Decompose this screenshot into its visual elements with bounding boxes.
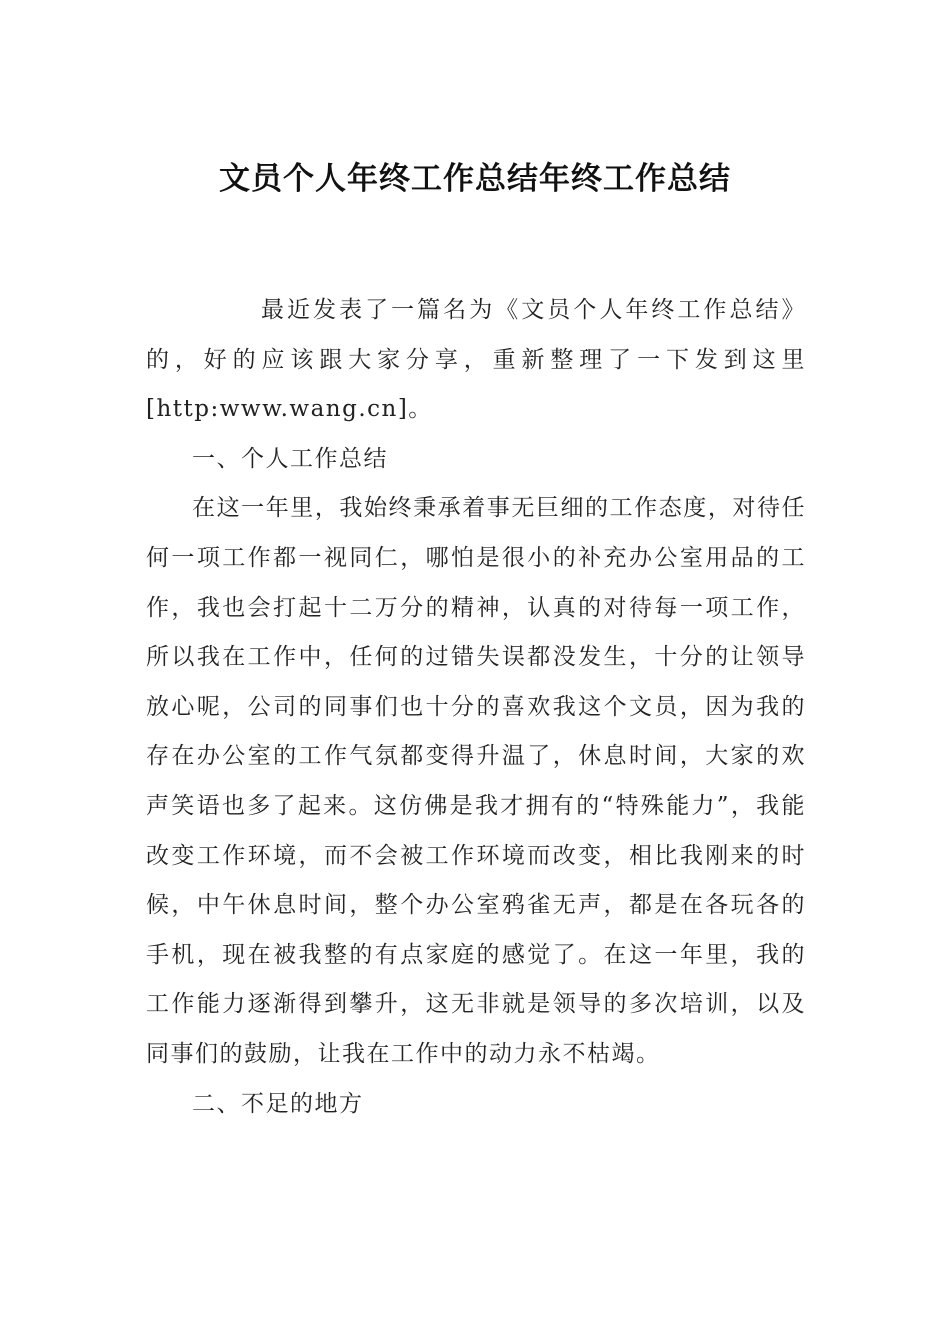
section-heading-personal-summary: 一、个人工作总结 [192,445,388,472]
intro-paragraph: 最近发表了一篇名为《文员个人年终工作总结》的，好的应该跟大家分享，重新整理了一下发到这里[http:www.wang.cn]。 [146,297,806,423]
summary-paragraph: 在这一年里，我始终秉承着事无巨细的工作态度，对待任何一项工作都一视同仁，哪怕是很小的补充办公室用品的工作，我也会打起十二万分的精神，认真的对待每一项工作，所以我在工作中，任何的过错失误都没发生，十分的让领导放心呢，公司的同事们也十分的喜欢我这个文员，因为我的存在办公室的工作气氛都变得升温了，休息时间，大家的欢声笑语也多了起来。这仿佛是我才拥有的“特殊能力”，我能改变工作环境，而不会被工作环境而改变，相比我刚来的时候，中午休息时间，整个办公室鸦雀无声，都是在各玩各的手机，现在被我整的有点家庭的感觉了。在这一年里，我的工作能力逐渐得到攀升，这无非就是领导的多次培训，以及同事们的鼓励，让我在工作中的动力永不枯竭。 [146,495,806,1067]
document-title: 文员个人年终工作总结年终工作总结 [219,161,731,197]
document-body [146,286,806,1129]
section-heading-shortcomings: 二、不足的地方 [192,1090,364,1117]
